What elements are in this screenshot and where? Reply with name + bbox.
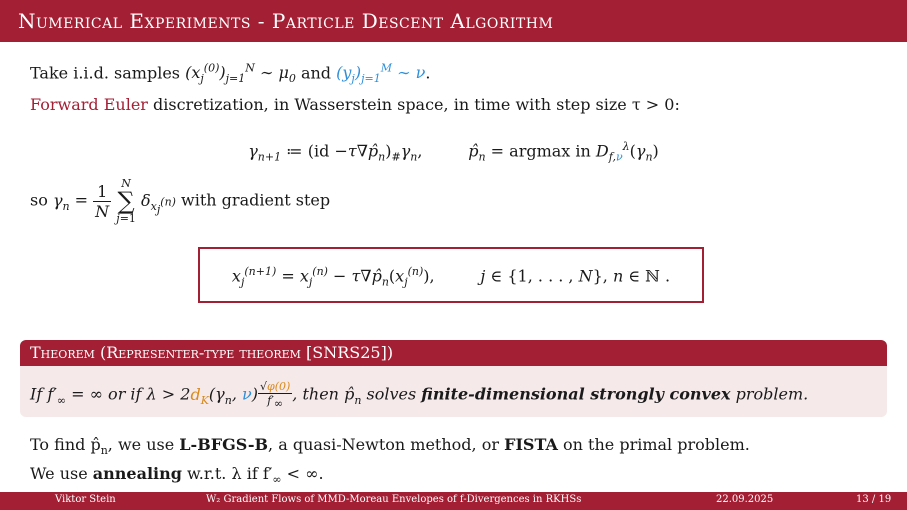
forward-euler-line: Forward Euler discretization, in Wasserstein space, in time with step size τ > 0: (30, 95, 680, 114)
theorem-body (20, 366, 887, 417)
theorem-block (20, 340, 887, 417)
slide-footer (0, 492, 907, 510)
footer-author: Viktor Stein (55, 494, 116, 505)
theorem-title: Theorem (Representer-type theorem [SNRS25]) (30, 343, 394, 362)
footer-date: 22.09.2025 (716, 494, 774, 505)
annealing-line: We use annealing w.r.t. λ if $f'_\infty$ < ∞. (30, 464, 324, 487)
solver-line: To find $p̂_n$, we use L-BFGS-B, a quasi-Newton method, or FISTA on the primal problem. (30, 435, 750, 458)
theorem-header (20, 340, 887, 366)
slide-title: Numerical Experiments - Particle Descent Algorithm (18, 9, 554, 33)
samples-line: Take i.i.d. samples $(x_j^{(0)})_{j=1}^N$ ∼ $\mu_0$ and $(y_j)_{j=1}^M$ ∼ ν. (30, 62, 431, 86)
update-equation: $\gamma_{n+1}$ ≔ $(id -\tau\nabla p̂_n)_{\#}\gamma_n$, $p̂_n = argmax$ in $D_{f,\nu}^\lambda(\gamma_n)$ (248, 140, 659, 164)
forward-euler-term: Forward Euler (30, 95, 148, 114)
theorem-statement: If $f'_\infty$ = ∞ or if $\lambda > 2d_K(\gamma_n$, ν) $\frac{√\varphi(0)}{f'_\infty}$ , then $p̂_n$ solves finite-dimensional strongly convex problem. (30, 380, 809, 411)
slide-header (0, 0, 907, 42)
empirical-measure-line: so $\gamma_n$ = $\frac{1}{N}$ N ∑ j=1 $\delta_{x_j^{(n)}}$ with gradient step (30, 177, 331, 225)
footer-talk-title: W₂ Gradient Flows of MMD-Moreau Envelopes of f-Divergences in RKHSs (206, 494, 582, 505)
gradient-step-box (198, 247, 704, 303)
gradient-step-equation: $x_j^{(n+1)} = x_j^{(n)}$ − $\tau\nabla p̂_n(x_j^{(n)})$, j ∈ {1, . . . , N}, n ∈ ℕ . (231, 265, 671, 289)
footer-page-number: 13 / 19 (856, 494, 892, 505)
